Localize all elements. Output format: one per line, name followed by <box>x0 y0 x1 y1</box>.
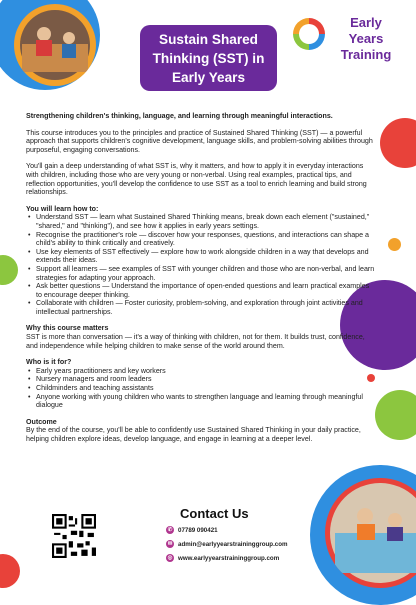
why-text: SST is more than conversation — it's a way of thinking with children, not for them. It builds trust, confidence, and independence while helping children to make sense of the world around them. <box>26 333 365 350</box>
list-item: • Ask better questions — Understand the importance of open-ended questions and learn practical examples to encourage deeper thinking. <box>36 282 376 299</box>
outcome-heading: Outcome <box>26 417 57 426</box>
phone-row[interactable] <box>166 526 218 534</box>
list-item: • Childminders and teaching assistants <box>36 384 376 393</box>
red-circle-bottom-left <box>0 554 20 588</box>
qr-code-icon[interactable] <box>52 514 96 558</box>
intro-paragraph-1: This course introduces you to the principles and practice of Sustained Shared Thinking (SST) — a powerful approach that supports children's cognitive development, language skills, and problem-solving abilities through purposeful, engaging conversations. <box>26 128 373 154</box>
website-row[interactable] <box>166 554 279 562</box>
who-heading: Who is it for? <box>26 358 72 367</box>
green-circle-left <box>0 255 18 285</box>
intro-lead: Strengthening children's thinking, language, and learning through meaningful interactions. <box>26 112 333 120</box>
green-circle-right <box>375 390 416 440</box>
phone-icon: ✆ <box>167 527 173 533</box>
why-heading: Why this course matters <box>26 324 109 333</box>
logo-arrows-icon <box>290 15 328 53</box>
title-line-1: Sustain Shared <box>159 31 258 47</box>
learn-list <box>26 213 376 316</box>
list-item: • Early years practitioners and key workers <box>36 367 376 376</box>
logo-line-2: Training <box>340 47 392 62</box>
title-line-2: Thinking (SST) in <box>152 50 265 66</box>
list-item: • Use key elements of SST effectively — explore how to work alongside children in a way that develops and extends their ideas. <box>36 248 376 265</box>
list-item: • Support all learners — see examples of SST with younger children and those who are non-verbal, and learn strategies for adapting your approach. <box>36 265 376 282</box>
email-address: admin@earlyyearstraininggroup.com <box>178 540 288 548</box>
list-item: • Understand SST — learn what Sustained Shared Thinking means, break down each element ("sustained," "shared," and "thinking"), and see how it applies in early years settings. <box>36 213 376 230</box>
website-url: www.earlyyearstraininggroup.com <box>178 554 280 562</box>
title-line-3: Early Years <box>171 69 246 85</box>
intro-paragraph-2: You'll gain a deep understanding of what SST is, why it matters, and how to apply it in everyday interactions with children, including those who are very young or non-verbal. Using real examples, practical tips, and reflection opportunities, you'll develop the confidence to use SST as a tool to enrich learning and build strong relationships. <box>26 162 367 197</box>
learn-heading: You will learn how to: <box>26 204 99 213</box>
who-list <box>26 367 376 410</box>
outcome-text: By the end of the course, you'll be able to confidently use Sustained Shared Thinking in your daily practice, helping children explore ideas, develop language, and engage in learning at a deeper level. <box>26 426 361 443</box>
logo-line-1: Early Years <box>348 15 384 46</box>
phone-number: 07789 090421 <box>178 526 218 534</box>
list-item: • Collaborate with children — Foster curiosity, problem-solving, and exploration through joint activities and intellectual partnerships. <box>36 299 376 316</box>
course-title <box>140 25 277 91</box>
course-description <box>26 112 376 444</box>
list-item: • Nursery managers and room leaders <box>36 375 376 384</box>
red-circle-right <box>380 118 416 168</box>
orange-dot-right <box>388 238 401 251</box>
early-years-training-logo <box>290 13 412 62</box>
email-row[interactable] <box>166 540 288 548</box>
list-item: • Anyone working with young children who wants to strengthen language and learning through meaningful dialogue <box>36 393 376 410</box>
email-icon: ✉ <box>167 541 173 547</box>
classroom-photo-top <box>14 4 96 86</box>
logo-text <box>332 15 400 63</box>
list-item: • Recognise the practitioner's role — discover how your responses, questions, and interactions can shape a child's ability to think critically and creatively. <box>36 231 376 248</box>
contact-title: Contact Us <box>180 506 249 521</box>
web-icon: ◎ <box>167 555 173 561</box>
